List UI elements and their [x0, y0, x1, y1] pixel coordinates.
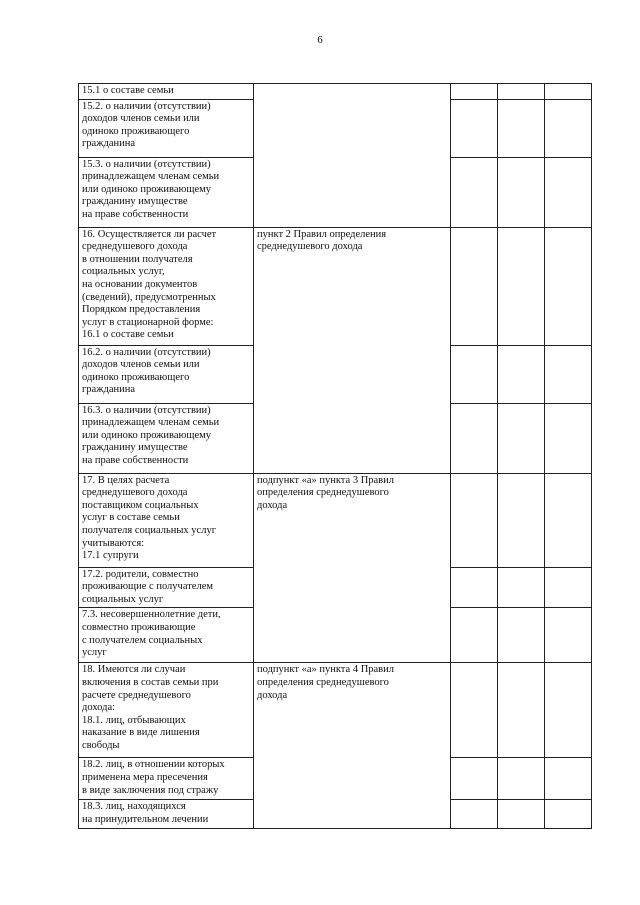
answer-no-cell[interactable]: [498, 473, 545, 567]
requirement-cell: 18.3. лиц, находящихся на принудительном лечении: [79, 800, 254, 828]
answer-yes-cell[interactable]: [451, 608, 498, 663]
legal-basis-cell: пункт 2 Правил определения среднедушевого дохода: [254, 227, 451, 473]
answer-no-cell[interactable]: [498, 99, 545, 157]
requirement-cell: 17.2. родители, совместно проживающие с получателем социальных услуг: [79, 567, 254, 608]
table-row: [79, 473, 592, 567]
table-row: [79, 84, 592, 100]
not-applicable-cell[interactable]: [545, 473, 592, 567]
answer-no-cell[interactable]: [498, 758, 545, 800]
answer-no-cell[interactable]: [498, 84, 545, 100]
not-applicable-cell[interactable]: [545, 345, 592, 403]
answer-yes-cell[interactable]: [451, 84, 498, 100]
table-row: [79, 663, 592, 758]
answer-no-cell[interactable]: [498, 608, 545, 663]
answer-no-cell[interactable]: [498, 157, 545, 227]
checklist-body: [79, 84, 592, 829]
answer-yes-cell[interactable]: [451, 227, 498, 345]
answer-yes-cell[interactable]: [451, 663, 498, 758]
answer-yes-cell[interactable]: [451, 758, 498, 800]
not-applicable-cell[interactable]: [545, 84, 592, 100]
answer-no-cell[interactable]: [498, 567, 545, 608]
requirement-cell: 16. Осуществляется ли расчет среднедушевого дохода в отношении получателя социальных услуг, на основании документов (сведений), предусмотренных Порядком предоставления услуг в стационарной форме: 16.1 о составе семьи: [79, 227, 254, 345]
answer-no-cell[interactable]: [498, 345, 545, 403]
answer-yes-cell[interactable]: [451, 403, 498, 473]
answer-no-cell[interactable]: [498, 403, 545, 473]
not-applicable-cell[interactable]: [545, 567, 592, 608]
legal-basis-cell: подпункт «а» пункта 3 Правил определения среднедушевого дохода: [254, 473, 451, 663]
requirement-cell: 16.2. о наличии (отсутствии) доходов членов семьи или одиноко проживающего гражданина: [79, 345, 254, 403]
page-number: 6: [317, 34, 323, 46]
table-row: [79, 227, 592, 345]
answer-no-cell[interactable]: [498, 800, 545, 828]
requirement-cell: 16.3. о наличии (отсутствии) принадлежащем членам семьи или одиноко проживающему гражданину имуществе на праве собственности: [79, 403, 254, 473]
answer-yes-cell[interactable]: [451, 99, 498, 157]
requirement-cell: 18.2. лиц, в отношении которых применена мера пресечения в виде заключения под стражу: [79, 758, 254, 800]
answer-yes-cell[interactable]: [451, 345, 498, 403]
answer-yes-cell[interactable]: [451, 473, 498, 567]
checklist-table: [78, 83, 592, 829]
answer-yes-cell[interactable]: [451, 800, 498, 828]
requirement-cell: 15.3. о наличии (отсутствии) принадлежащем членам семьи или одиноко проживающему гражданину имуществе на праве собственности: [79, 157, 254, 227]
not-applicable-cell[interactable]: [545, 800, 592, 828]
not-applicable-cell[interactable]: [545, 608, 592, 663]
answer-no-cell[interactable]: [498, 227, 545, 345]
requirement-cell: 18. Имеются ли случаи включения в состав семьи при расчете среднедушевого дохода: 18.1. лиц, отбывающих наказание в виде лишения свободы: [79, 663, 254, 758]
requirement-cell: 15.2. о наличии (отсутствии) доходов членов семьи или одиноко проживающего гражданина: [79, 99, 254, 157]
answer-yes-cell[interactable]: [451, 567, 498, 608]
legal-basis-cell: подпункт «а» пункта 4 Правил определения среднедушевого дохода: [254, 663, 451, 828]
answer-no-cell[interactable]: [498, 663, 545, 758]
not-applicable-cell[interactable]: [545, 99, 592, 157]
not-applicable-cell[interactable]: [545, 758, 592, 800]
not-applicable-cell[interactable]: [545, 403, 592, 473]
requirement-cell: 17. В целях расчета среднедушевого дохода поставщиком социальных услуг в составе семьи получателя социальных услуг учитываются: 17.1 супруги: [79, 473, 254, 567]
answer-yes-cell[interactable]: [451, 157, 498, 227]
requirement-cell: 15.1 о составе семьи: [79, 84, 254, 100]
not-applicable-cell[interactable]: [545, 663, 592, 758]
not-applicable-cell[interactable]: [545, 227, 592, 345]
not-applicable-cell[interactable]: [545, 157, 592, 227]
legal-basis-cell: [254, 84, 451, 228]
requirement-cell: 7.3. несовершеннолетние дети, совместно проживающие с получателем социальных услуг: [79, 608, 254, 663]
